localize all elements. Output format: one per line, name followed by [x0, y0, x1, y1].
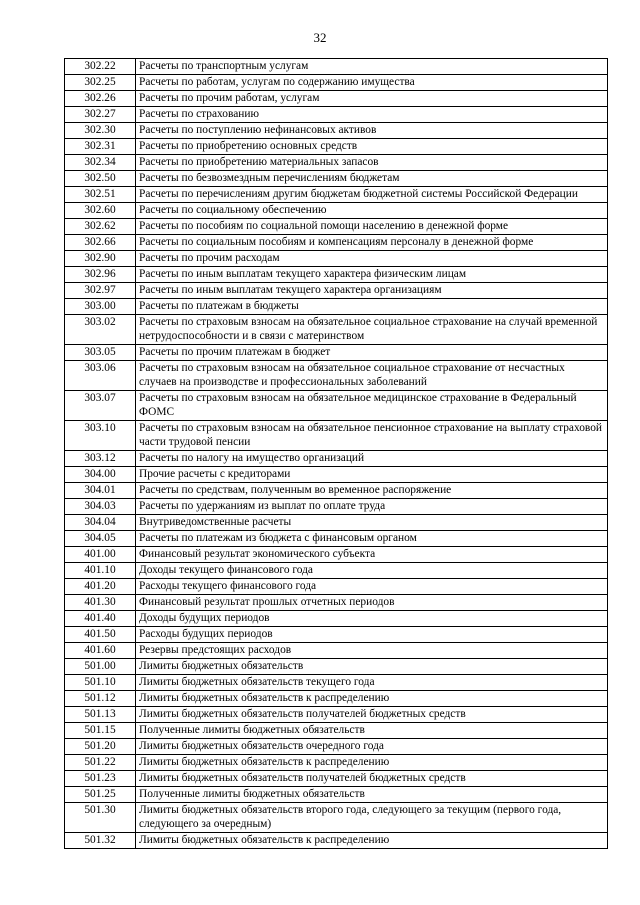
account-code-cell: 304.00: [65, 467, 136, 483]
account-code-cell: 304.01: [65, 483, 136, 499]
account-code-cell: 401.30: [65, 595, 136, 611]
account-name-cell: Финансовый результат прошлых отчетных периодов: [136, 595, 608, 611]
table-row: [65, 155, 608, 171]
account-code-cell: 501.20: [65, 739, 136, 755]
account-code-cell: 501.22: [65, 755, 136, 771]
table-row: [65, 345, 608, 361]
account-code-cell: 303.00: [65, 299, 136, 315]
page-number: 32: [313, 30, 327, 45]
table-row: [65, 139, 608, 155]
table-row: [65, 755, 608, 771]
account-code-cell: 302.90: [65, 251, 136, 267]
account-name-cell: Лимиты бюджетных обязательств к распределению: [136, 691, 608, 707]
account-name-cell: Расчеты по приобретению материальных запасов: [136, 155, 608, 171]
account-name-cell: Резервы предстоящих расходов: [136, 643, 608, 659]
account-code-cell: 302.26: [65, 91, 136, 107]
table-row: [65, 203, 608, 219]
accounts-table-body: [65, 59, 608, 849]
accounts-table: [64, 58, 608, 849]
account-name-cell: Доходы текущего финансового года: [136, 563, 608, 579]
account-code-cell: 401.60: [65, 643, 136, 659]
account-code-cell: 302.50: [65, 171, 136, 187]
table-row: [65, 803, 608, 833]
account-code-cell: 302.25: [65, 75, 136, 91]
table-row: [65, 531, 608, 547]
account-code-cell: 302.97: [65, 283, 136, 299]
account-name-cell: Расчеты по социальному обеспечению: [136, 203, 608, 219]
account-code-cell: 302.30: [65, 123, 136, 139]
table-row: [65, 283, 608, 299]
account-code-cell: 501.12: [65, 691, 136, 707]
account-code-cell: 304.03: [65, 499, 136, 515]
table-row: [65, 739, 608, 755]
account-code-cell: 303.07: [65, 391, 136, 421]
table-row: [65, 187, 608, 203]
account-name-cell: Расходы будущих периодов: [136, 627, 608, 643]
account-name-cell: Расчеты по страховым взносам на обязательное социальное страхование от несчастных случаев на производстве и профессиональных заболеваний: [136, 361, 608, 391]
account-name-cell: Расчеты по социальным пособиям и компенсациям персоналу в денежной форме: [136, 235, 608, 251]
account-name-cell: Лимиты бюджетных обязательств к распределению: [136, 833, 608, 849]
account-code-cell: 501.25: [65, 787, 136, 803]
table-row: [65, 595, 608, 611]
table-row: [65, 515, 608, 531]
account-name-cell: Расчеты по пособиям по социальной помощи населению в денежной форме: [136, 219, 608, 235]
table-row: [65, 451, 608, 467]
table-row: [65, 107, 608, 123]
table-row: [65, 171, 608, 187]
table-row: [65, 691, 608, 707]
table-row: [65, 361, 608, 391]
account-code-cell: 501.13: [65, 707, 136, 723]
account-name-cell: Финансовый результат экономического субъекта: [136, 547, 608, 563]
table-row: [65, 627, 608, 643]
account-name-cell: Расходы текущего финансового года: [136, 579, 608, 595]
account-code-cell: 401.40: [65, 611, 136, 627]
account-code-cell: 302.31: [65, 139, 136, 155]
account-code-cell: 501.30: [65, 803, 136, 833]
account-name-cell: Расчеты по работам, услугам по содержанию имущества: [136, 75, 608, 91]
account-code-cell: 303.05: [65, 345, 136, 361]
table-row: [65, 611, 608, 627]
account-name-cell: Расчеты по страховым взносам на обязательное социальное страхование на случай временной нетрудоспособности и в связи с материнством: [136, 315, 608, 345]
account-name-cell: Расчеты по перечислениям другим бюджетам бюджетной системы Российской Федерации: [136, 187, 608, 203]
table-row: [65, 91, 608, 107]
account-code-cell: 302.60: [65, 203, 136, 219]
account-name-cell: Прочие расчеты с кредиторами: [136, 467, 608, 483]
table-row: [65, 833, 608, 849]
account-code-cell: 401.00: [65, 547, 136, 563]
account-code-cell: 501.00: [65, 659, 136, 675]
account-code-cell: 501.32: [65, 833, 136, 849]
account-name-cell: Расчеты по транспортным услугам: [136, 59, 608, 75]
account-name-cell: Лимиты бюджетных обязательств текущего года: [136, 675, 608, 691]
account-code-cell: 303.02: [65, 315, 136, 345]
table-row: [65, 267, 608, 283]
account-name-cell: Доходы будущих периодов: [136, 611, 608, 627]
account-code-cell: 302.51: [65, 187, 136, 203]
account-code-cell: 302.34: [65, 155, 136, 171]
account-name-cell: Расчеты по прочим платежам в бюджет: [136, 345, 608, 361]
table-row: [65, 483, 608, 499]
account-name-cell: Лимиты бюджетных обязательств получателей бюджетных средств: [136, 707, 608, 723]
table-row: [65, 579, 608, 595]
account-name-cell: Расчеты по прочим расходам: [136, 251, 608, 267]
account-name-cell: Расчеты по приобретению основных средств: [136, 139, 608, 155]
account-name-cell: Расчеты по иным выплатам текущего характера организациям: [136, 283, 608, 299]
table-row: [65, 547, 608, 563]
table-row: [65, 391, 608, 421]
table-row: [65, 59, 608, 75]
account-name-cell: Расчеты по платежам из бюджета с финансовым органом: [136, 531, 608, 547]
account-name-cell: Лимиты бюджетных обязательств к распределению: [136, 755, 608, 771]
table-row: [65, 467, 608, 483]
table-row: [65, 75, 608, 91]
account-code-cell: 501.15: [65, 723, 136, 739]
table-row: [65, 123, 608, 139]
table-row: [65, 421, 608, 451]
account-name-cell: Расчеты по страховым взносам на обязательное медицинское страхование в Федеральный ФОМС: [136, 391, 608, 421]
account-name-cell: Полученные лимиты бюджетных обязательств: [136, 723, 608, 739]
table-row: [65, 771, 608, 787]
account-name-cell: Внутриведомственные расчеты: [136, 515, 608, 531]
account-name-cell: Лимиты бюджетных обязательств второго года, следующего за текущим (первого года, следующего за очередным): [136, 803, 608, 833]
table-row: [65, 299, 608, 315]
table-row: [65, 219, 608, 235]
account-name-cell: Лимиты бюджетных обязательств: [136, 659, 608, 675]
table-row: [65, 675, 608, 691]
table-row: [65, 499, 608, 515]
account-code-cell: 501.10: [65, 675, 136, 691]
account-code-cell: 303.06: [65, 361, 136, 391]
account-code-cell: 401.50: [65, 627, 136, 643]
account-code-cell: 302.96: [65, 267, 136, 283]
account-name-cell: Расчеты по страховым взносам на обязательное пенсионное страхование на выплату страховой части трудовой пенсии: [136, 421, 608, 451]
account-name-cell: Расчеты по удержаниям из выплат по оплате труда: [136, 499, 608, 515]
account-code-cell: 303.10: [65, 421, 136, 451]
account-code-cell: 302.27: [65, 107, 136, 123]
account-name-cell: Расчеты по платежам в бюджеты: [136, 299, 608, 315]
account-code-cell: 401.10: [65, 563, 136, 579]
account-name-cell: Расчеты по прочим работам, услугам: [136, 91, 608, 107]
account-name-cell: Расчеты по налогу на имущество организаций: [136, 451, 608, 467]
account-name-cell: Полученные лимиты бюджетных обязательств: [136, 787, 608, 803]
account-code-cell: 304.05: [65, 531, 136, 547]
account-code-cell: 304.04: [65, 515, 136, 531]
account-code-cell: 302.66: [65, 235, 136, 251]
account-code-cell: 501.23: [65, 771, 136, 787]
table-row: [65, 251, 608, 267]
account-code-cell: 303.12: [65, 451, 136, 467]
account-code-cell: 401.20: [65, 579, 136, 595]
table-row: [65, 643, 608, 659]
table-row: [65, 563, 608, 579]
account-name-cell: Расчеты по иным выплатам текущего характера физическим лицам: [136, 267, 608, 283]
account-name-cell: Расчеты по поступлению нефинансовых активов: [136, 123, 608, 139]
table-row: [65, 707, 608, 723]
table-row: [65, 235, 608, 251]
account-name-cell: Расчеты по средствам, полученным во временное распоряжение: [136, 483, 608, 499]
account-name-cell: Лимиты бюджетных обязательств получателей бюджетных средств: [136, 771, 608, 787]
account-code-cell: 302.22: [65, 59, 136, 75]
account-code-cell: 302.62: [65, 219, 136, 235]
account-name-cell: Расчеты по страхованию: [136, 107, 608, 123]
table-row: [65, 659, 608, 675]
table-row: [65, 723, 608, 739]
account-name-cell: Лимиты бюджетных обязательств очередного года: [136, 739, 608, 755]
account-name-cell: Расчеты по безвозмездным перечислениям бюджетам: [136, 171, 608, 187]
table-row: [65, 315, 608, 345]
table-row: [65, 787, 608, 803]
